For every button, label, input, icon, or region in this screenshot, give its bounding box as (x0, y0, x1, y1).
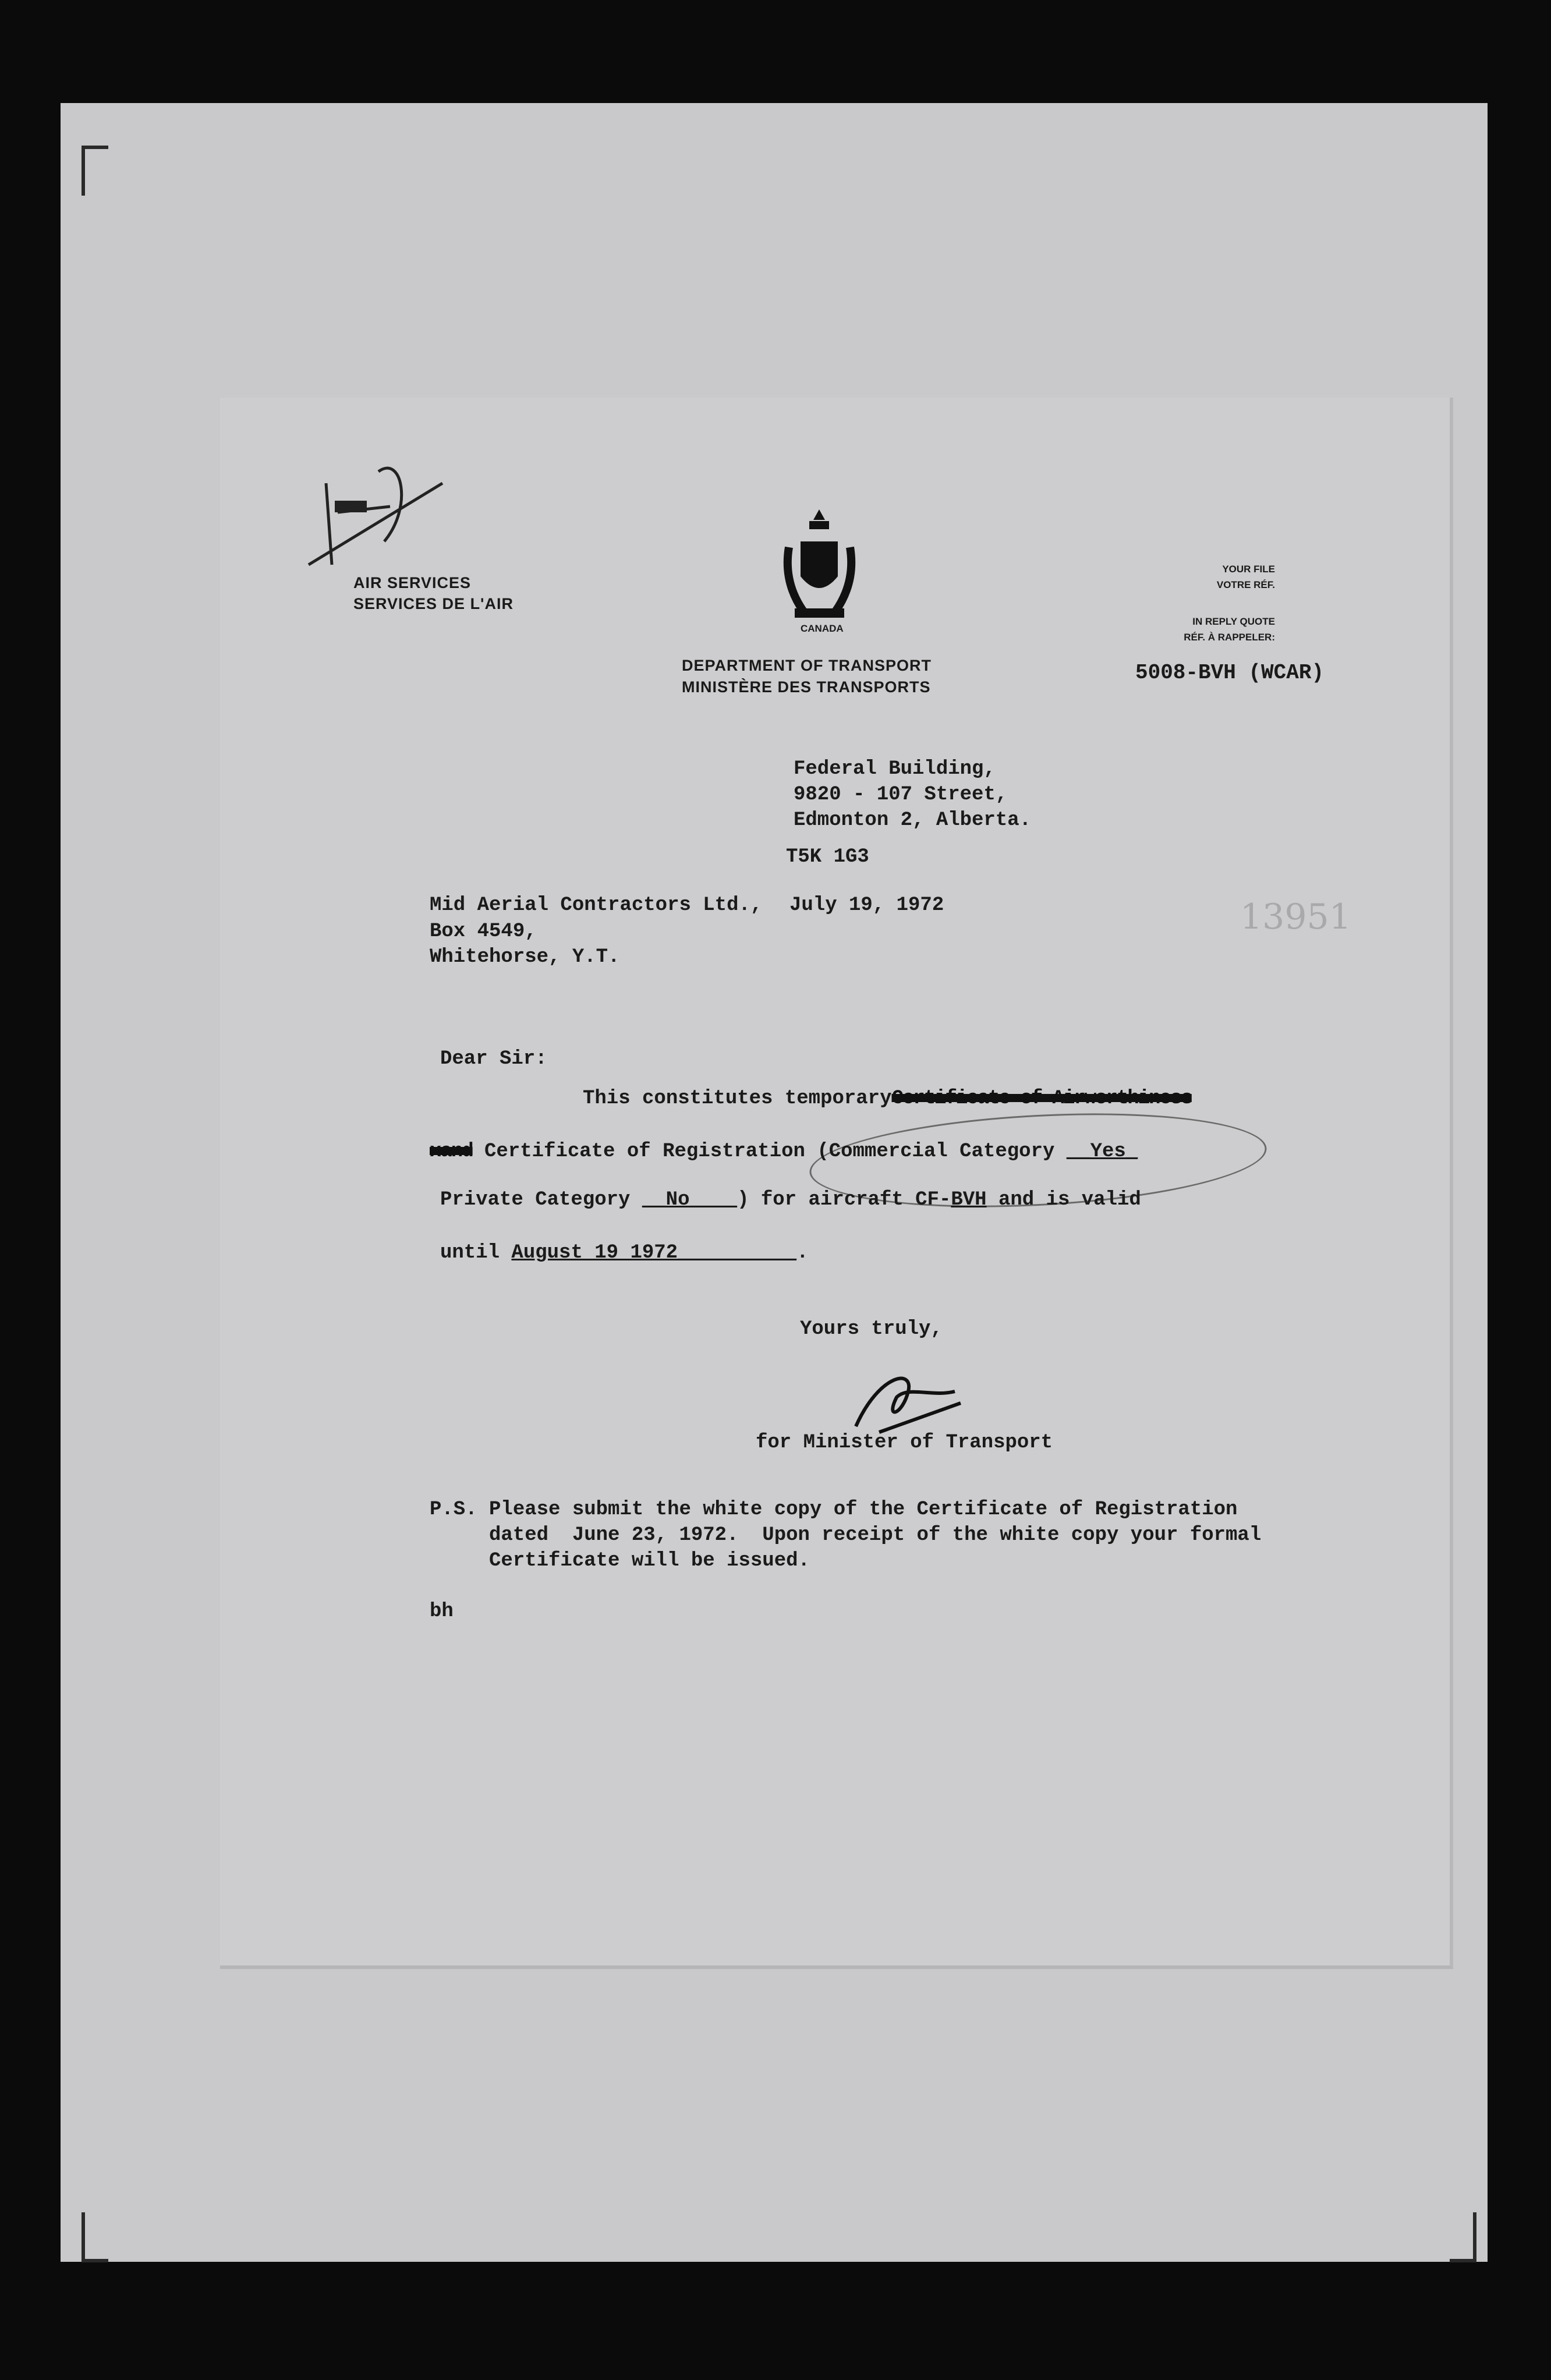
body-text: Private Category (440, 1189, 642, 1211)
typist-initials: bh (430, 1600, 454, 1623)
file-stamp-number: 13951 (1240, 897, 1351, 937)
postscript-line: Certificate will be issued. (430, 1550, 810, 1572)
body-text: until (440, 1242, 512, 1264)
sender-address-line: 9820 - 107 Street, (794, 784, 1008, 806)
postscript-line: dated June 23, 1972. Upon receipt of the white copy your formal (430, 1524, 1262, 1546)
recipient-line: Mid Aerial Contractors Ltd., (430, 894, 763, 916)
letter-date: July 19, 1972 (789, 894, 944, 916)
crop-mark-bottom-right (1450, 2212, 1476, 2262)
body-line-3 (440, 1189, 1141, 1211)
body-text: ) for aircraft CF- (737, 1189, 951, 1211)
reply-quote-en: IN REPLY QUOTE (1192, 616, 1275, 627)
signature-icon (844, 1362, 972, 1438)
closing: Yours truly, (800, 1318, 943, 1340)
air-services-fr: SERVICES DE L'AIR (353, 595, 514, 612)
sender-address-line: Federal Building, (794, 758, 996, 780)
body-line-1 (583, 1088, 1192, 1110)
aircraft-registration: BVH (951, 1189, 987, 1211)
struck-text: Certificate of Airworthiness (891, 1088, 1192, 1110)
body-text: This constitutes temporary (583, 1088, 892, 1110)
struck-text: xand (430, 1141, 473, 1163)
signature-line: for Minister of Transport (756, 1432, 1053, 1454)
body-line-2 (430, 1141, 1138, 1163)
body-line-4 (440, 1242, 809, 1264)
crest-label: CANADA (801, 623, 844, 634)
crop-mark-top-left (82, 146, 108, 196)
body-text: Certificate of Registration (Commercial Category (472, 1141, 1067, 1163)
valid-until-date: August 19 1972__________ (511, 1242, 797, 1264)
body-text: and is valid (986, 1189, 1141, 1211)
your-file-fr: VOTRE RÉF. (1216, 579, 1275, 590)
postscript-line: P.S. Please submit the white copy of the Certificate of Registration (430, 1499, 1238, 1521)
crop-mark-bottom-left (82, 2212, 108, 2262)
sender-address-line: Edmonton 2, Alberta. (794, 809, 1032, 831)
salutation: Dear Sir: (440, 1048, 547, 1070)
ministry-en: DEPARTMENT OF TRANSPORT (682, 657, 932, 674)
reply-quote-fr: RÉF. À RAPPELER: (1184, 632, 1275, 643)
postal-code: T5K 1G3 (786, 846, 869, 868)
your-file-en: YOUR FILE (1222, 564, 1275, 575)
ministry-fr: MINISTÈRE DES TRANSPORTS (682, 678, 931, 696)
body-text: . (796, 1242, 809, 1264)
recipient-line: Whitehorse, Y.T. (430, 946, 620, 968)
reference-number: 5008-BVH (WCAR) (1135, 661, 1325, 685)
handwritten-mark-icon (303, 448, 454, 582)
canada-coat-of-arms-icon (783, 507, 856, 626)
commercial-category-value: __Yes_ (1066, 1141, 1138, 1163)
private-category-value: __No____ (642, 1189, 738, 1211)
air-services-en: AIR SERVICES (353, 574, 472, 592)
recipient-line: Box 4549, (430, 920, 537, 943)
